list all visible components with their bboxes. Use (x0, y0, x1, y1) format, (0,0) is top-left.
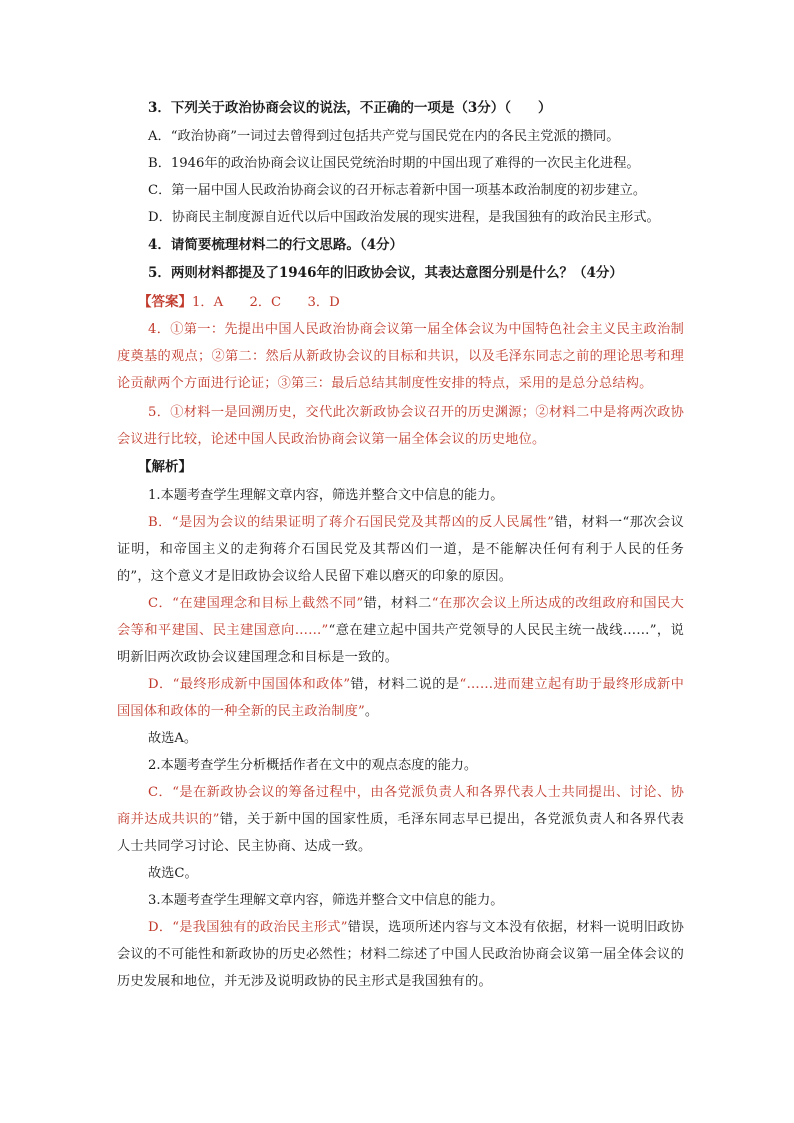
analysis-header (117, 453, 684, 482)
analysis-label: 【解析】 (138, 459, 192, 475)
answer-header (117, 288, 684, 317)
analysis-q2-intro: 2.本题考查学生分析概括作者在文中的观点态度的能力。 (148, 757, 478, 773)
analysis-q2-select: 故选C。 (148, 865, 198, 881)
analysis-q1-d-end: 。 (364, 703, 379, 719)
analysis-q3-d-quote: D．“是我国独有的政治民主形式” (148, 919, 348, 935)
analysis-q1-c-rest: “意在建立起中国共产党领导的人民民主统一战线……”，说明新旧两次政协会议建国理念和目标是一致的。 (117, 622, 684, 665)
analysis-q2-c-rest: 错，关于新中国的国家性质，毛泽东同志早已提出，各党派负责人和各界代表人士共同学习讨论、民主协商、达成一致。 (117, 811, 684, 854)
analysis-q1-b (117, 509, 684, 590)
analysis-q3-d (117, 914, 684, 995)
answer-5: 5．①材料一是回溯历史，交代此次新政协会议召开的历史渊源；②材料二中是将两次政协会议进行比较，论述中国人民政治协商会议第一届全体会议的历史地位。 (117, 405, 684, 447)
analysis-q1-c (117, 590, 684, 671)
question-4: 4．请简要梳理材料二的行文思路。（4分） (148, 236, 404, 253)
analysis-q2-c-quote: C．“是在新政协会议的筹备过程中，由各党派负责人和各界代表人士共同提出、讨论、协商并达成共识的” (117, 784, 684, 827)
q3-option-d: D．协商民主制度源自近代以后中国政治发展的现实进程，是我国独有的政治民主形式。 (148, 209, 660, 225)
analysis-q1-b-rest: 错，材料一“那次会议证明，和帝国主义的走狗蒋介石国民党及其帮凶们一道，是不能解决任何有利于人民的任务的”，这个意义才是旧政协会议给人民留下难以磨灭的印象的原因。 (117, 514, 684, 584)
question-5: 5．两则材料都提及了1946年的旧政协会议，其表达意图分别是什么？（4分） (148, 265, 623, 281)
answer-choices: 1．A 2．C 3．D (192, 294, 340, 310)
q3-option-c: C．第一届中国人民政治协商会议的召开标志着新中国一项基本政治制度的初步建立。 (148, 182, 647, 198)
analysis-q1-b-quote: B．“是因为会议的结果证明了蒋介石国民党及其帮凶的反人民属性” (148, 514, 555, 530)
analysis-q3-intro: 3.本题考查学生理解文章内容，筛选并整合文中信息的能力。 (148, 892, 504, 908)
analysis-q1-c-quote2: “在那次会议上所达成的改组政府和国民大会等和平建国、民主建国意向……” (117, 595, 685, 638)
analysis-q3-d-rest: 错误，选项所述内容与文本没有依据，材料一说明旧政协会议的不可能性和新政协的历史必然性；材料二综述了中国人民政治协商会议第一届全体会议的历史发展和地位，并无涉及说明政协的民主形式是我国独有的。 (117, 919, 684, 989)
analysis-q1-c-quote: C．“在建国理念和目标上截然不同” (148, 595, 364, 611)
analysis-q1-d (117, 671, 684, 725)
analysis-q1-d-quote: D．“最终形成新中国国体和政体” (148, 676, 351, 692)
q3-option-a: A．“政治协商”一词过去曾得到过包括共产党与国民党在内的各民主党派的攒同。 (148, 128, 620, 144)
analysis-q1-d-mid: 错，材料二说的是 (350, 676, 460, 692)
analysis-q1-c-mid: 错，材料二 (363, 595, 432, 611)
analysis-q1-d-quote2: “……进而建立起有助于最终形成新中国国体和政体的一种全新的民主政治制度” (117, 676, 684, 719)
analysis-q1-intro: 1.本题考查学生理解文章内容，筛选并整合文中信息的能力。 (148, 487, 504, 503)
answer-label: 【答案】 (138, 293, 192, 310)
analysis-q2-c (117, 779, 684, 860)
question-3: 3．下列关于政治协商会议的说法，不正确的一项是（3分）（ ） (148, 100, 552, 116)
answer-4: 4．①第一：先提出中国人民政治协商会议第一届全体会议为中国特色社会主义民主政治制度奠基的观点；②第二：然后从新政协会议的目标和共识，以及毛泽东同志之前的理论思考和理论贡献两个方面进行论证；③第三：最后总结其制度性安排的特点，采用的是总分总结构。 (117, 322, 684, 391)
analysis-q1-select: 故选A。 (148, 730, 198, 746)
q3-option-b: B．1946年的政治协商会议让国民党统治时期的中国出现了难得的一次民主化进程。 (148, 155, 640, 171)
